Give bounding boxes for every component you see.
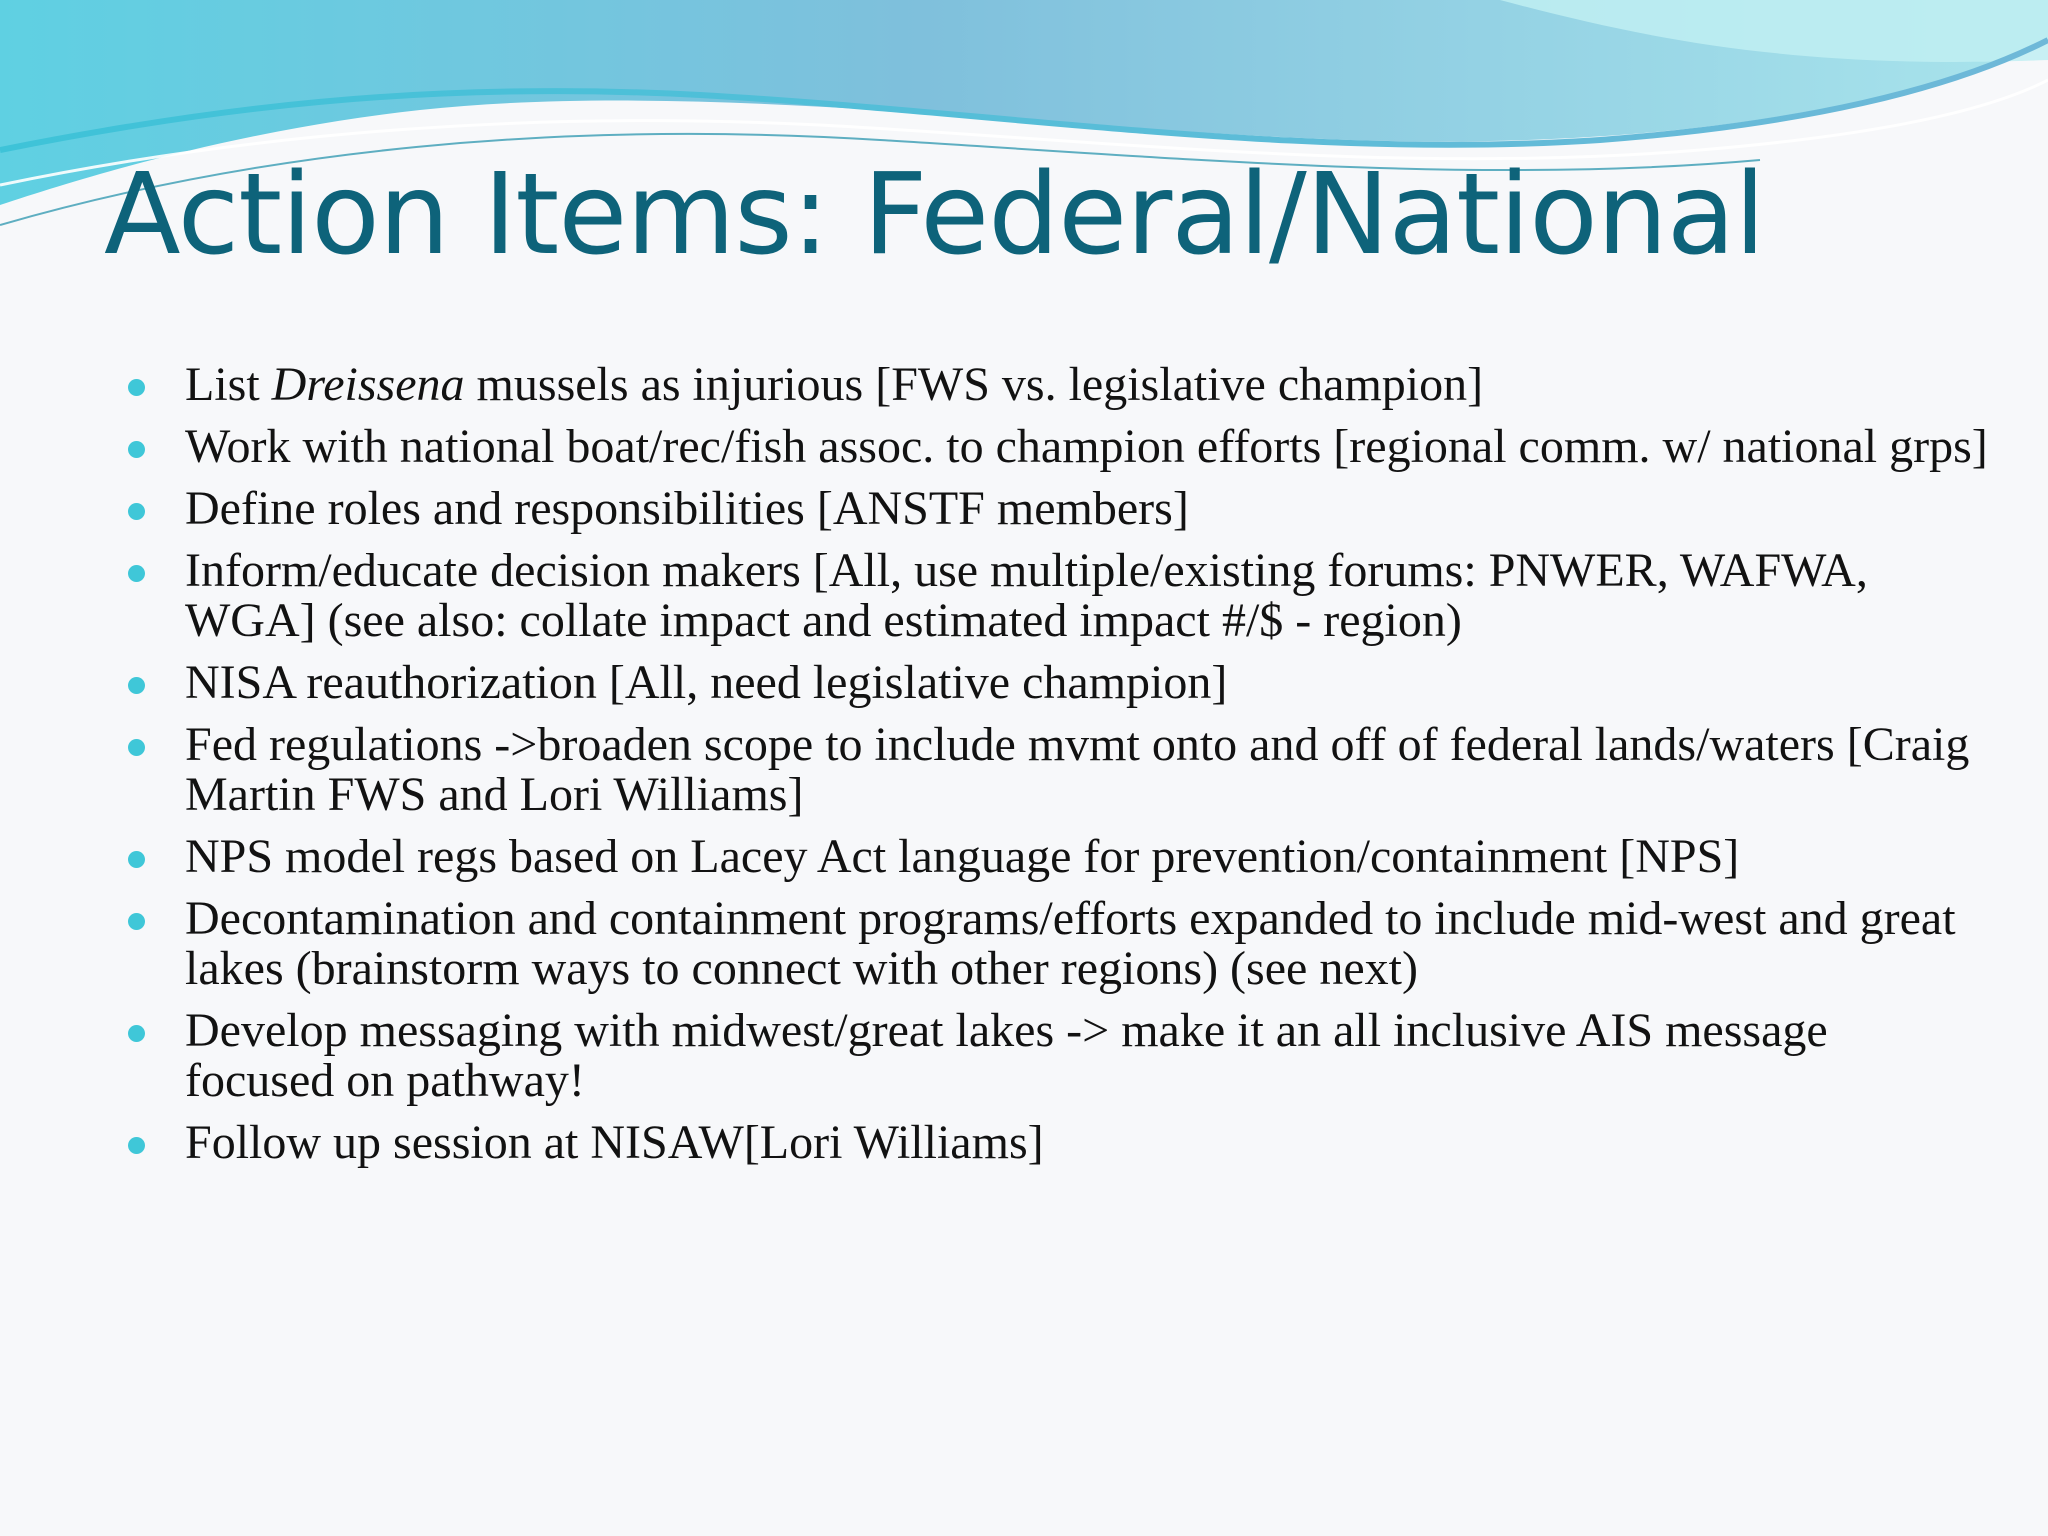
list-item	[0, 832, 2048, 882]
list-item	[0, 1118, 2048, 1168]
bullet-dot-icon	[128, 441, 145, 458]
bullet-dot-icon	[128, 739, 145, 756]
bullet-text: Follow up session at NISAW[Lori Williams]	[185, 1116, 1044, 1169]
list-item	[0, 422, 2048, 472]
bullet-text: Develop messaging with midwest/great lakes -> make it an all inclusive AIS message focused on pathway!	[185, 1004, 1828, 1107]
bullet-dot-icon	[128, 379, 145, 396]
bullet-dot-icon	[128, 565, 145, 582]
bullet-dot-icon	[128, 1137, 145, 1154]
bullet-text: Define roles and responsibilities [ANSTF members]	[185, 482, 1189, 535]
bullet-dot-icon	[128, 1025, 145, 1042]
list-item	[0, 1006, 2048, 1106]
bullet-dot-icon	[128, 503, 145, 520]
bullet-text: Fed regulations ->broaden scope to include mvmt onto and off of federal lands/waters [Craig Martin FWS and Lori Williams]	[185, 718, 1970, 821]
bullet-text: NISA reauthorization [All, need legislative champion]	[185, 656, 1228, 709]
bullet-dot-icon	[128, 851, 145, 868]
bullet-text: NPS model regs based on Lacey Act language for prevention/containment [NPS]	[185, 830, 1740, 883]
action-items-list	[0, 360, 2048, 1180]
bullet-text: Inform/educate decision makers [All, use multiple/existing forums: PNWER, WAFWA, WGA] (see also: collate impact and estimated impact #/$ - region)	[185, 544, 1868, 647]
bullet-text: Decontamination and containment programs/efforts expanded to include mid-west and great lakes (brainstorm ways to connect with other regions) (see next)	[185, 892, 1956, 995]
slide-title: Action Items: Federal/National	[104, 150, 1765, 280]
bullet-text-italic: Dreissena	[271, 358, 465, 411]
list-item	[0, 894, 2048, 994]
list-item	[0, 360, 2048, 410]
list-item	[0, 484, 2048, 534]
bullet-text-suffix: mussels as injurious [FWS vs. legislative champion]	[464, 358, 1484, 411]
list-item	[0, 658, 2048, 708]
bullet-dot-icon	[128, 677, 145, 694]
list-item	[0, 546, 2048, 646]
bullet-text: Work with national boat/rec/fish assoc. to champion efforts [regional comm. w/ national grps]	[185, 420, 1988, 473]
bullet-text-prefix: List	[185, 358, 272, 411]
list-item	[0, 720, 2048, 820]
bullet-dot-icon	[128, 913, 145, 930]
